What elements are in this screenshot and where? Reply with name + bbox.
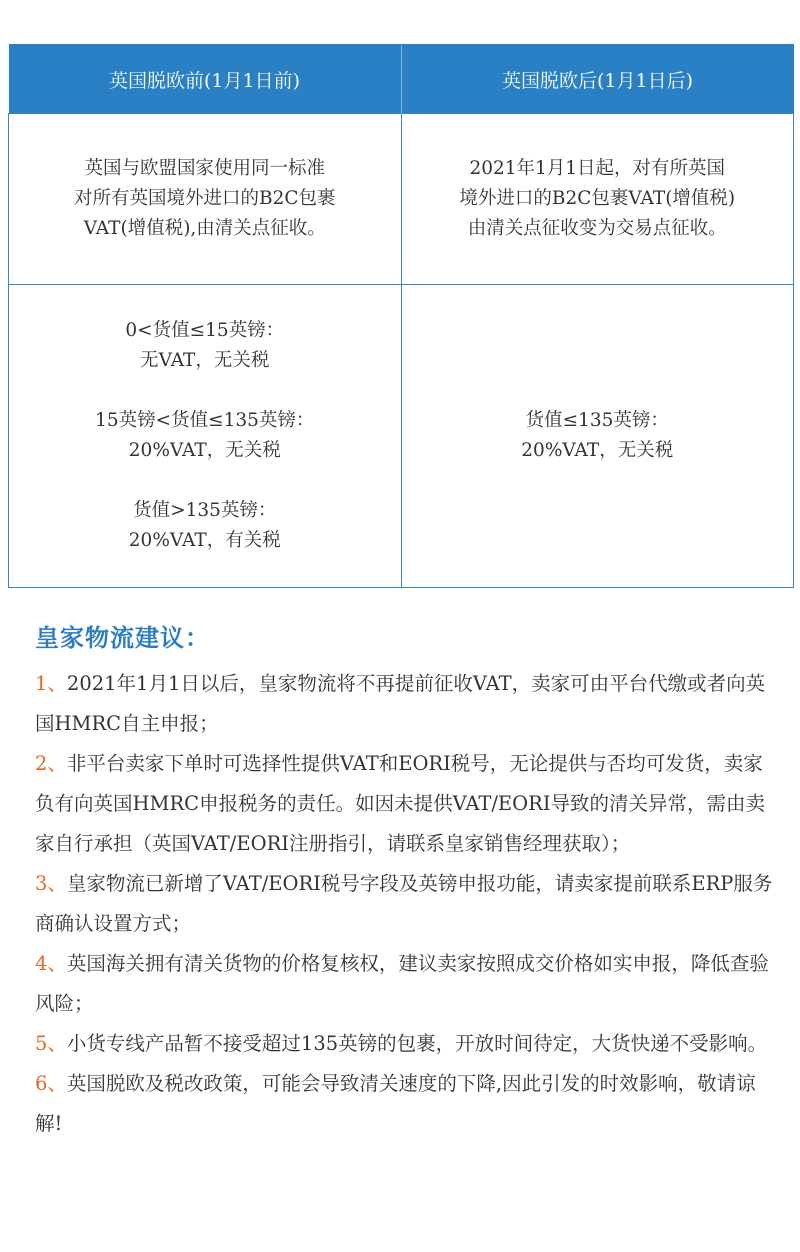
cell-line: 0<货值≤15英镑： [125,320,285,341]
table-row [9,285,794,588]
table-row [9,114,794,285]
cell-line: 境外进口的B2C包裹VAT(增值税) [459,188,736,209]
item-text: 皇家物流已新增了VAT/EORI税号字段及英镑申报功能，请卖家提前联系ERP服务商确认设置方式； [35,872,773,935]
item-text: 英国脱欧及税改政策，可能会导致清关速度的下降,因此引发的时效影响，敬请谅解! [35,1072,756,1135]
vat-comparison-table [8,44,794,588]
cell-before-thresholds [9,285,402,588]
cell-spacer [10,466,400,496]
cell-line: 无VAT，无关税 [140,350,270,371]
list-item [35,864,780,944]
item-number: 1、 [35,672,67,695]
cell-spacer [10,376,400,406]
cell-after-collection [401,114,794,285]
cell-line: 由清关点征收变为交易点征收。 [467,218,727,239]
item-text: 小货专线产品暂不接受超过135英镑的包裹，开放时间待定，大货快递不受影响。 [66,1032,768,1055]
item-text: 英国海关拥有清关货物的价格复核权，建议卖家按照成交价格如实申报，降低查验风险； [35,952,769,1015]
item-number: 6、 [35,1072,67,1095]
list-item [35,664,780,744]
table-header-row [9,45,794,114]
item-text: 2021年1月1日以后，皇家物流将不再提前征收VAT，卖家可由平台代缴或者向英国HMRC自主申报； [35,672,766,735]
list-item [35,1064,780,1144]
cell-line: 20%VAT，有关税 [128,530,281,551]
suggestions-section [35,618,780,1144]
item-text: 非平台卖家下单时可选择性提供VAT和EORI税号，无论提供与否均可发货，卖家负有向英国HMRC申报税务的责任。如因未提供VAT/EORI导致的清关异常，需由卖家自行承担（英国VAT/EORI注册指引，请联系皇家销售经理获取）； [35,752,766,855]
list-item [35,1024,780,1064]
list-item [35,944,780,1024]
cell-line: 20%VAT，无关税 [128,440,281,461]
cell-after-thresholds [401,285,794,588]
item-number: 3、 [35,872,67,895]
cell-line: 英国与欧盟国家使用同一标准 [84,158,325,179]
header-before-brexit: 英国脱欧前(1月1日前) [9,45,402,114]
cell-line: 对所有英国境外进口的B2C包裹 [73,188,336,209]
cell-line: 货值≤135英镑： [525,410,669,431]
cell-line: 20%VAT，无关税 [521,440,674,461]
cell-line: 15英镑<货值≤135英镑： [95,410,315,431]
cell-before-collection [9,114,402,285]
list-item [35,744,780,864]
cell-line: 2021年1月1日起，对有所英国 [469,158,726,179]
header-after-brexit: 英国脱欧后(1月1日后) [401,45,794,114]
cell-line: VAT(增值税),由清关点征收。 [83,218,326,239]
item-number: 2、 [35,752,67,775]
suggestions-title: 皇家物流建议： [35,623,210,652]
cell-line: 货值>135英镑： [133,500,277,521]
item-number: 4、 [35,952,67,975]
item-number: 5、 [35,1032,67,1055]
